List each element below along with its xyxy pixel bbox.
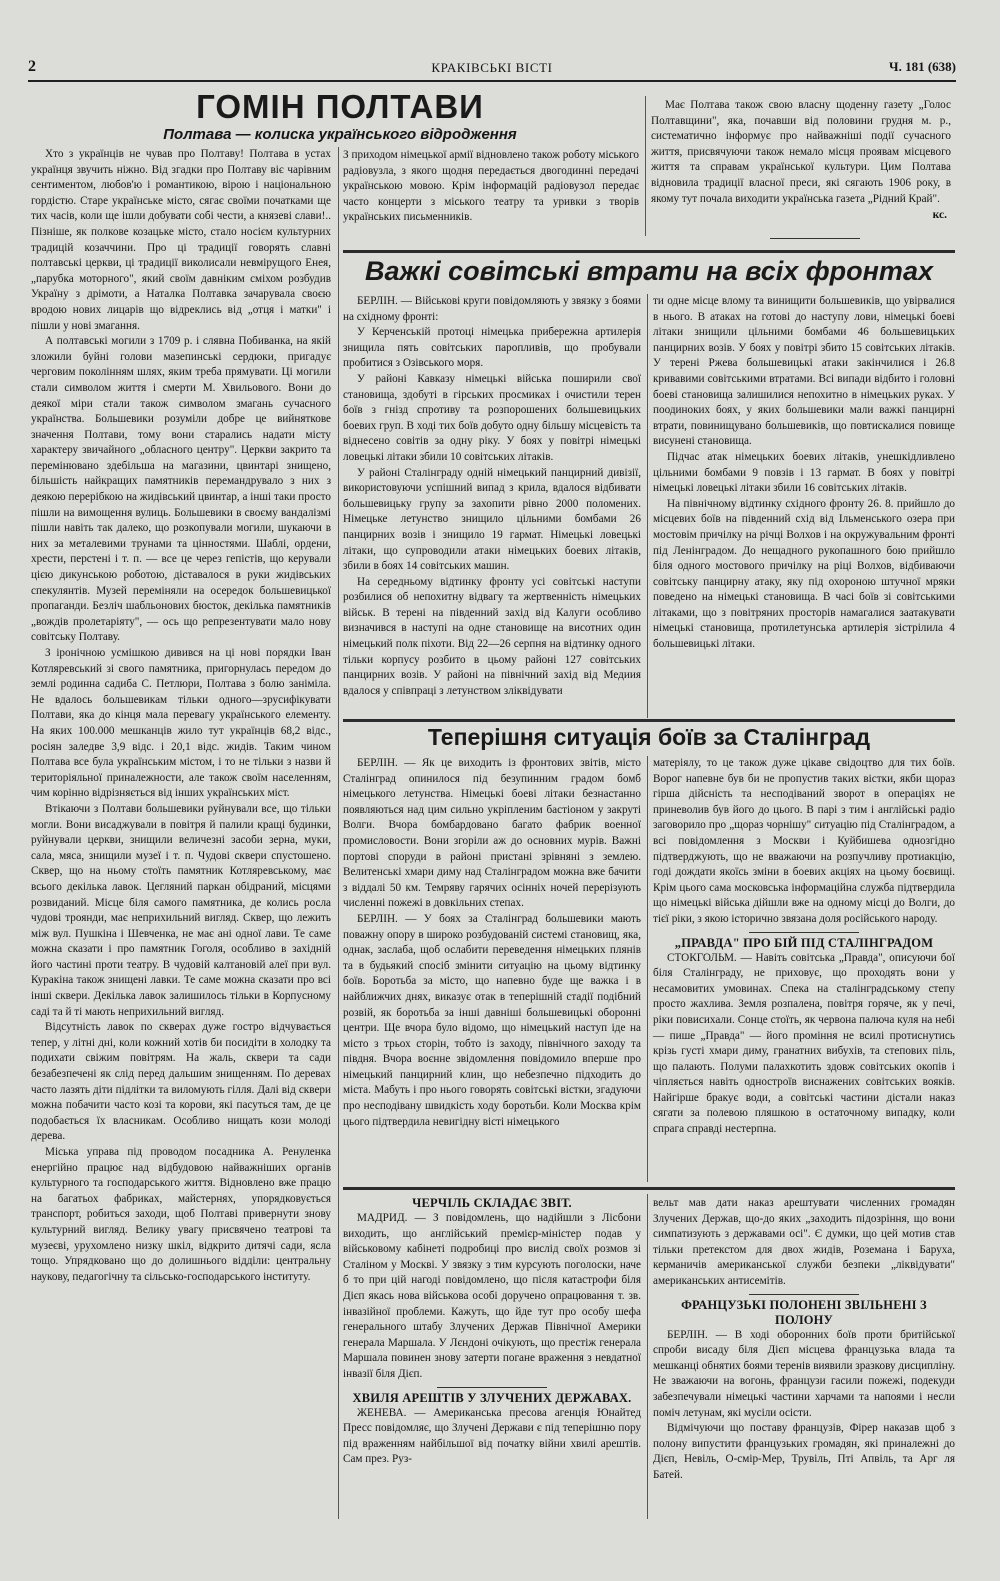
losses-left-col — [343, 294, 641, 699]
paragraph: На північному відтинку східного фронту 26. 8. прийшло до місцевих боїв на південний схід від Ільменського озера при мостовім причілку на річці Волхов і на окружувальним фронті під Ленінградом. До нещадного рукопашного бою прийшло біля одного мостового причілку на ріці Волхов, відбиваючи совітську панцирну атаку, яку під охороною штучної мряки поведено на німецькі становища. В часі боїв зі совітськими літаками, що з повітряних просторів намагалися заатакувати німецькі становища, протилетунська артилерія зістрілила 4 большевицькі літаки. — [653, 497, 955, 651]
poltava-title: ГОМІН ПОЛТАВИ — [196, 88, 484, 125]
poltava-subtitle: Полтава — колиска українського відродження — [163, 126, 517, 143]
paragraph: ти одне місце влому та винищити большевиків, що увірвалися в нього. В атаках на готові до наступу лови, німецькі боеві літаки знищили цільними бомбами 46 большевицьких панцирних возів. У боях у повітрі збито 15 совітських літаків. У терені Ржева большевицькі атаки закінчилися і 26.8 кривавими совітськими втратами. Всі випади відбито і головні боеві становища залишилися непохитно в німецьких руках. У поодиноких боях, у яких большевики мали важкі панцирні втрати, повинищувано большевиків, що повтискалися повище висунені становища. — [653, 295, 955, 448]
column-rule — [645, 96, 646, 236]
paragraph: БЕРЛІН. — Як це виходить із фронтових звітів, місто Сталінград опинилося під безупинним градом бомб німецького летунства. Німецькі боеві літаки безнастанно появляються над цим сильно укріпленим бастіоном у закруті Волги. Вчора бомбардовано багато фабрик военної промисловости. Вони згоріли аж до основних мурів. Важні портові споруди в районі пристані зрівняні з землею. Велитенські хмари диму над Сталінградом можна вже бачити з віддалі 50 км. Темряву гарячих осінніх ночей перерізують численні пожежі в довкільних степах. — [343, 757, 641, 910]
author-signature: кс. — [932, 209, 947, 222]
newspaper-name: КРАКІВСЬКІ ВІСТІ — [431, 60, 553, 75]
paragraph: МАДРИД. — З повідомлень, що надійшли з Лісбони виходить, що англійський премієр-міністер подав у військовому кабінеті подробиці про вислід своїх розмов зі Сталіном у Москві. У звязку з тим курсують поголоски, наче б то при цій нагоді повідомлено, що після катастрофи біля Дієп якась нова військова особі доручено опрацювання т. зв. інвазійної проблеми. Кажуть, що йде тут про особу шефа генерального штабу Злучених Держав Північної Америки генерала Маршала. У Лєндоні очікують, що престіж генерала Маршала повинен знову затерти погане враження з невдатної інвазії біля Дієп. — [343, 1212, 641, 1380]
paragraph: А полтавські могили з 1709 р. і слявна Побиванка, на якій зложили буйні голови мазепинські сердюки, пригадує черговим поколінням шлях, яким треба прямувати. Ці могили стали символом життя і смерти М. Хвильового. Вони до деякої міри стали також символом змагань сучасного українства. Большевики розуміли добре це вийняткове значення Полтави, тому вони старались надати місту характеру звичайного „обласного центру". Церкви закрито та перемінювано здебільша на магазини, цвинтарі знищено, більшість найкращих памятників перемандрувало з них з деякою перерібкою на жидівський цвинтар, а інші таки просто пішли на вимощення вулиць. Большевики в своєму вандалізмі пішли навіть так далеко, що розкопували могили, шукаючи в них за металевими трунами та цінностями. Шаблі, ордени, хрести, перстені і т. п. — все це через гепістів, що керували цією дикунською роботою, діставалося в руки жидівських спекулянтів. Музей переміняли на осередок большевицької пропаганди. Безліч шабльонових бюсток, декілька памятників „вождів пролетаріяту", — ось що репрезентувати мало нову совітську Полтаву. — [31, 335, 331, 644]
section-divider — [343, 1187, 955, 1190]
paragraph: Відмічуючи що поставу французів, Фірер наказав щоб з полону випустити французьких громадян, які приналежні до Дієп, Невіль, О-смір-Мер, Трувіль, Пті Апвіль, та Арг ля Батей. — [653, 1422, 955, 1481]
paragraph: Втікаючи з Полтави большевики руйнували все, що тільки могли. Вони висаджували в повітря й палили кращі будинки, руйнували церкви, знищили величезні засоби зерна, муки, сала, мяса, знищили музеї і т. п. Чудові сквери спустошено. Сквер, що на ньому стоїть памятник Котляревському, має всього декілька лавок. Цегляний паркан обідраний, місцями розвиданий. Місце біля самого памятника, де колись росла чудові троянди, має неприхильний вигляд. Сквер, що лежить між вул. Пушкіна і Шевченка, не має ані одної лави. Те саме можна сказати і про памятник Гоголя, особливо в західній його частині проти театру. В чудовій калтановій алеї при вул. Куракіна також знищені лавки. Те саме можна сказати про всі інші сквери. Декілька лавок залишилось тільки в Корпусному саді та й ті мають неприхильний вигляд. — [31, 802, 331, 1018]
separator — [437, 1387, 547, 1388]
section-divider — [343, 250, 955, 253]
separator — [749, 932, 859, 933]
paragraph: ЖЕНЕВА. — Американська пресова агенція Юнайтед Пресс повідомляє, що Злучені Держави є під теперішню пору під враженням найбільшої від початку війни хвилі арештів. Сам през. Руз- — [343, 1406, 641, 1466]
section-divider — [343, 719, 955, 722]
paragraph: СТОКГОЛЬМ. — Навіть совітська „Правда", описуючи бої біля Сталінграду, не приховує, що проходять вони у несамовитих умовинах. Спека на сталінградському степу просто жахлива. Земля розпалена, повітря горяче, як у печі, ріки повисихали. Сонце стоїть, як червона палюча куля на небі — пише „Правда" — його проміння не всилі протиснутись крізь густі хмари диму, гранатних вибухів, та степових піль, що палають. Полуми палахкотить здовж совітських окопів і чіпляється навіть одностроїв виснажених совітських вояків. Найгірше бракує води, а совітські частини дістали наказ сягати за полевою пляшкою в остаточному випадку, коли спрага справді нестерпна. — [653, 951, 955, 1136]
paragraph: БЕРЛІН. — В ході оборонних боїв проти бритійської спроби висаду біля Дієп місцева французька влада та мешканці обнятих боями теренів виявили зразкову дисципліну. Не зважаючи на вогонь, французи гасили пожежі, подекуди забезпечували німецькі частини харчами та напоями і несли поміч летунам, які мусіли осісти. — [653, 1328, 955, 1419]
poltava-col1 — [31, 147, 331, 1285]
paragraph: БЕРЛІН. — У боях за Сталінград большевики мають поважну опору в широко розбудованій системі становищ, яка, однак, заслаба, щоб ослабити переведення німецьких плянів та в будьякий спосіб змінити ситуацію на цьому відтинку боїв. Боротьба за місто, що напевно буде ще важка і в найближчих днях, виказує отак в теперішній стадії подібний розвій, як боротьба за інші давніші большевицькі оборонні центри. Ще вчора було відомо, що німецький наступ іде на місто з трьох сторін, тобто із заходу, північного заходу та півдня. Вчора воєнне звідомлення повідомило вперше про німецький панцирний клин, що небезпечно підходить до міста. Мабуть і про нього говорять совітські вістки, згадуючи про несподівану швидкість ходу боротьби. Коли Москва крім цього підтвердила невигідну вісті німецького — [343, 912, 641, 1128]
arrests-title: ХВИЛЯ АРЕШТІВ У ЗЛУЧЕНИХ ДЕРЖАВАХ. — [352, 1390, 632, 1405]
page-header — [28, 58, 956, 82]
paragraph: З іронічною усмішкою дивився на ці нові порядки Іван Котляревський зі свого памятника, пригорнулась передом до землі родинна садиба С. Петлюри, Полтава з болю заніміла. Не вдалось большевикам тільки одного—зрусифікувати Полтави, яка до кінця мала перевагу українського елементу. На яких 100.000 мешканців жило тут українців 68,2 відс., росіян заледве 3,9 відс. і 20,1 відс. жидів. Таким чином Полтава все була українським містом, і то не тільки з назви й територіяльної приналежности, але також своїм населенням, чим корінно відрізняється від інших українських міст. — [31, 647, 331, 800]
paragraph: Має Полтава також свою власну щоденну газету „Голос Полтавщини", яка, почавши від половини грудня м. р., систематично інформує про найважніші події сучасного життя, присвячуючи також немало місця проявам місцевого життя та справам української культури. Цим Полтава відновила традиції власної преси, які сягають 1906 року, в якому тут почала виходити українська газета „Рідний Край". — [651, 99, 951, 205]
pravda-subheading: „ПРАВДА" ПРО БІЙ ПІД СТАЛІНГРАДОМ — [674, 935, 934, 950]
paragraph: У районі Кавказу німецькі війська поширили свої становища, здобуті в гірських просмиках і очистили терен боїв з гнізд спротиву та розпорошених большевицьких боевих груп. В ході тих боїв добуто одну більшу місцевість та віднесено совітів за одну ріку. У боях у повітрі німецькі ловецькі літаки збили 10 совітських літаків. — [343, 372, 641, 463]
issue-number: Ч. 181 (638) — [889, 59, 956, 74]
stalingrad-right-col — [653, 756, 955, 1138]
losses-right-col — [653, 294, 955, 653]
paragraph: У районі Сталінграду одній німецький панцирний дивізії, використовуючи успішний випад з крила, вдалося відбивати большевицьку групу за захопити рівно 2000 поломених. Німецьке летунство знищило цільними бомбами 26 панцирних возів і знищило 19 гармат. Німецькі ловецькі літаки, що супроводили атаки німецьких боевих літаків, збили в боях 14 совітських машин. — [343, 466, 641, 573]
bottom-right-col — [653, 1196, 955, 1484]
stalingrad-title: Теперішня ситуація боїв за Сталінград — [427, 724, 871, 750]
column-rule — [647, 294, 648, 718]
paragraph: Відсутність лавок по скверах дуже гостро відчувається тепер, у літні дні, коли кожний хотів би посидіти в холодку та подихати свіжим повітрям. На жаль, сквери та сади безабезпечені як слід перед дальшим знищенням. По деревах часто лазять діти підлітки та виломують гілля. Далі від сквери можна побачити часто козі та корови, які пасуться там, де це подобається їх власникам. Особливо нищать кози молоді дерева. — [31, 1021, 331, 1143]
separator — [770, 238, 860, 239]
paragraph: На середньому відтинку фронту усі совітські наступи розбилися об непохитну відвагу та жертвенність німецьких військ. В терені на південний захід від Калуги особливо визначився в наступі на одне становище на висотних один німецький полк піхоти. Від 22—26 серпня на відтинку одного тільки корпусу розбито в цьому районі 127 совітських панцирних возів. У районі на північний захід від Медиия вдалося у співпраці з летунством зліквідувати — [343, 575, 641, 697]
paragraph: У Керченській протоці німецька прибережна артилерія знищила пять совітських паропливів, що пробували пробитися з Озівського моря. — [343, 326, 641, 370]
paragraph: Хто з українців не чував про Полтаву! Полтава в устах українця звучить ніжно. Від згадки про Полтаву віє чарівним сентиментом, любов'ю і романтикою, вірою і національною гордістю. Старе українське місто, сягає своїми початками ще тих часів, коли ще ішли добувати собі чести, а князеві слави!.. Пізніше, як полкове козацьке місто, стало носієм культурних традицій козаччини. Про ці традиції говорять славні полтавські церкви, ці традиції виколисали невмірущого Енея, „парубка моторного", який своїм давніким сміхом розбудив Україну з дрімоти, а Наталка Полтавка зачарувала своєю вродою нових лицарів що відреклись від „отця і матки" і пішли у нові змагання. — [31, 148, 331, 332]
paragraph: З приходом німецької армії відновлено також роботу міського радіовузла, з якого щодня передається двогодинні передачі українською мовою. Крім інформацій радіовузол передає часто концерти з міського театру та уривки з творів українських письменників. — [343, 149, 639, 224]
paragraph: вельт мав дати наказ арештувати численних громадян Злучених Держав, що-до яких „заходить підозріння, що вони симпатизують з державами осі". Є думки, що цей мотив став тільки претекстом для двох жидів, Роземана і Баруха, керманичів американської служби безпеки „ліквідувати" американських антисемітів. — [653, 1197, 955, 1287]
paragraph: БЕРЛІН. — Військові круги повідомляють у звязку з боями на східному фронті: — [343, 295, 641, 323]
paragraph: Підчас атак німецьких боевих літаків, унешкідливлено цільними бомбами 9 повзів і 13 гармат. В боях у повітрі німецькі ловецькі літаки збили 16 совітських літаків. — [653, 450, 955, 495]
poltava-col3 — [651, 98, 951, 221]
paragraph: Міська управа під проводом посадника А. Ренуленка енергійно працює над відбудовою найважніших органів культурного та господарського життя. Відновлено вже працю на багатьох фабриках, майстернях, упорядковується транспорт, робиться заходи, щоб Полтаві привернути знову культурний вигляд. Велику увагу присвячено театрові та музеєві, урухомлено низку шкіл, відкрито дитячі сади, ясла тощо. Упрядковано що до долишнього відділи: центральну наукову, педагогічну та сільсько-господарського інституту. — [31, 1146, 331, 1283]
losses-title: Важкі совітські втрати на всіх фронтах — [365, 256, 933, 286]
column-rule — [338, 147, 339, 1519]
french-title: ФРАНЦУЗЬКІ ПОЛОНЕНІ ЗВІЛЬНЕНІ З ПОЛОНУ — [681, 1297, 927, 1327]
page-number: 2 — [28, 58, 36, 75]
column-rule — [647, 1194, 648, 1519]
paragraph: матеріялу, то це також дуже цікаве свідоцтво для тих боїв. Ворог напевне був би не пропустив таких вістки, якби щораз гірша дійсність та несподіваний зворот в операціях не приневолив був його до цього. В парі з тим і англійські радіо заговорило про „щораз чорнішу" ситуацію під Сталінградом, а всі повідомлення з Москви і Куйбишева однозгідно підтверджують, що не вважаючи на розпучливу протиакцію, годі дождати якоїсь зміни в боевих акціях на цьому боєвищі. Крім цього сама московська інформаційна служба підтвердила що німецькі війська дійшли вже на одному місці до Волги, до тієї ріки, з якою історично звязана доля російського народу. — [653, 757, 955, 925]
column-rule — [647, 756, 648, 1182]
poltava-col2 — [343, 148, 639, 226]
separator — [749, 1294, 859, 1295]
churchill-article — [343, 1196, 641, 1468]
stalingrad-left-col — [343, 756, 641, 1130]
churchill-title: ЧЕРЧІЛЬ СКЛАДАЄ ЗВІТ. — [412, 1196, 572, 1210]
